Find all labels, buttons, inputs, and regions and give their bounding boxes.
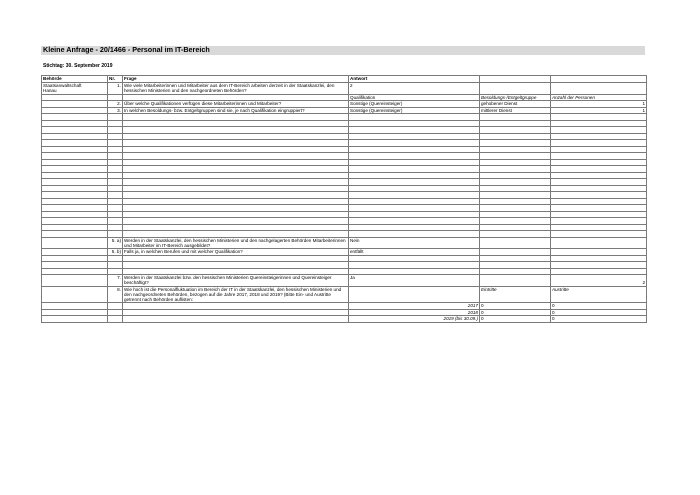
question-number: 5. a): [108, 237, 123, 249]
question-text: Falls ja, in welchen Berufen und mit welcher Qualifikation?: [123, 249, 349, 256]
count-cell: 2: [551, 275, 647, 287]
austritte-value: 0: [551, 316, 647, 323]
table-row: [42, 83, 647, 95]
group-cell: mittlerer Dienst: [480, 107, 551, 114]
answer-cell: Ja: [349, 275, 480, 287]
austritte-value: 0: [551, 309, 647, 316]
question-text: In welchen Besoldungs- bzw. Entgeltgruppen sind sie, je nach Qualifikation eingruppiert?: [123, 107, 349, 114]
year-row: [42, 316, 647, 323]
count-cell: 1: [551, 101, 647, 108]
answer-cell: Nein: [349, 237, 480, 249]
count-cell: 1: [551, 107, 647, 114]
eintritte-value: 0: [480, 316, 551, 323]
subheader-besoldung: Besoldungs-/Entgeltgruppe: [480, 94, 551, 101]
col-behoerde: Behörde: [42, 76, 108, 83]
answer-cell: Sonstige (Quereinsteiger): [349, 107, 480, 114]
question-number: 1.: [108, 83, 123, 95]
question-number: 5. b): [108, 249, 123, 256]
col-antwort: Antwort: [349, 76, 480, 83]
table-row: [42, 286, 647, 303]
eintritte-value: 0: [480, 309, 551, 316]
inquiry-table: [41, 75, 647, 323]
subheader-qualifikation: Qualifikation: [349, 94, 480, 101]
authority-cell: Staatsanwaltschaft Hanau: [42, 83, 108, 95]
col-nr: Nr.: [108, 76, 123, 83]
question-text: Über welche Qualifikationen verfügen diese Mitarbeiterinnen und Mitarbeiter?: [123, 101, 349, 108]
austritte-value: 0: [551, 303, 647, 310]
eintritte-value: 0: [480, 303, 551, 310]
col-frage: Frage: [123, 76, 349, 83]
answer-cell: Sonstige (Quereinsteiger): [349, 101, 480, 108]
answer-cell: 2: [349, 83, 480, 95]
eintritte-label: Eintritte: [480, 286, 551, 303]
year-label: 2019 (bis 30.09.): [349, 316, 480, 323]
group-cell: gehobener Dienst: [480, 101, 551, 108]
question-text: Wie hoch ist die Personalfluktuation im Bereich der IT in der Staatskanzlei, den hessischen Ministerien und den nachgeordneten Behörden, bezogen auf die Jahre 2017, 2018 und 2019? (Bitte Ein- und Austritte getrennt nach Behörden auflisten:: [123, 286, 349, 303]
year-label: 2017: [349, 303, 480, 310]
question-text: Werden in der Staatskanzlei bzw. den hessischen Ministerien Quereinsteigerinnen und Quereinsteiger beschäftigt?: [123, 275, 349, 287]
question-text: Werden in der Staatskanzlei, den hessischen Ministerien und den nachgelagerten Behörden Mitarbeiterinnen und Mitarbeiter im IT-Bereich ausgebildet?: [123, 237, 349, 249]
question-text: Wie viele Mitarbeiterinnen und Mitarbeiter aus dem IT-Bereich arbeiten derzeit in der Staatskanzlei, den hessischen Ministerien und den nachgeordneten Behörden?: [123, 83, 349, 95]
austritte-label: Austritte: [551, 286, 647, 303]
question-number: 2.: [108, 101, 123, 108]
answer-cell: entfällt: [349, 249, 480, 256]
table-row: [42, 237, 647, 249]
page-title: Kleine Anfrage - 20/1466 - Personal im IT-Bereich: [43, 45, 210, 54]
question-number: 3.: [108, 107, 123, 114]
table-row: [42, 275, 647, 287]
question-number: 7.: [108, 275, 123, 287]
question-number: 8.: [108, 286, 123, 303]
year-label: 2018: [349, 309, 480, 316]
header-row: [42, 76, 647, 83]
subheader-anzahl: Anzahl der Personen: [551, 94, 647, 101]
page-subtitle: Stichtag: 30. September 2019: [43, 63, 113, 69]
